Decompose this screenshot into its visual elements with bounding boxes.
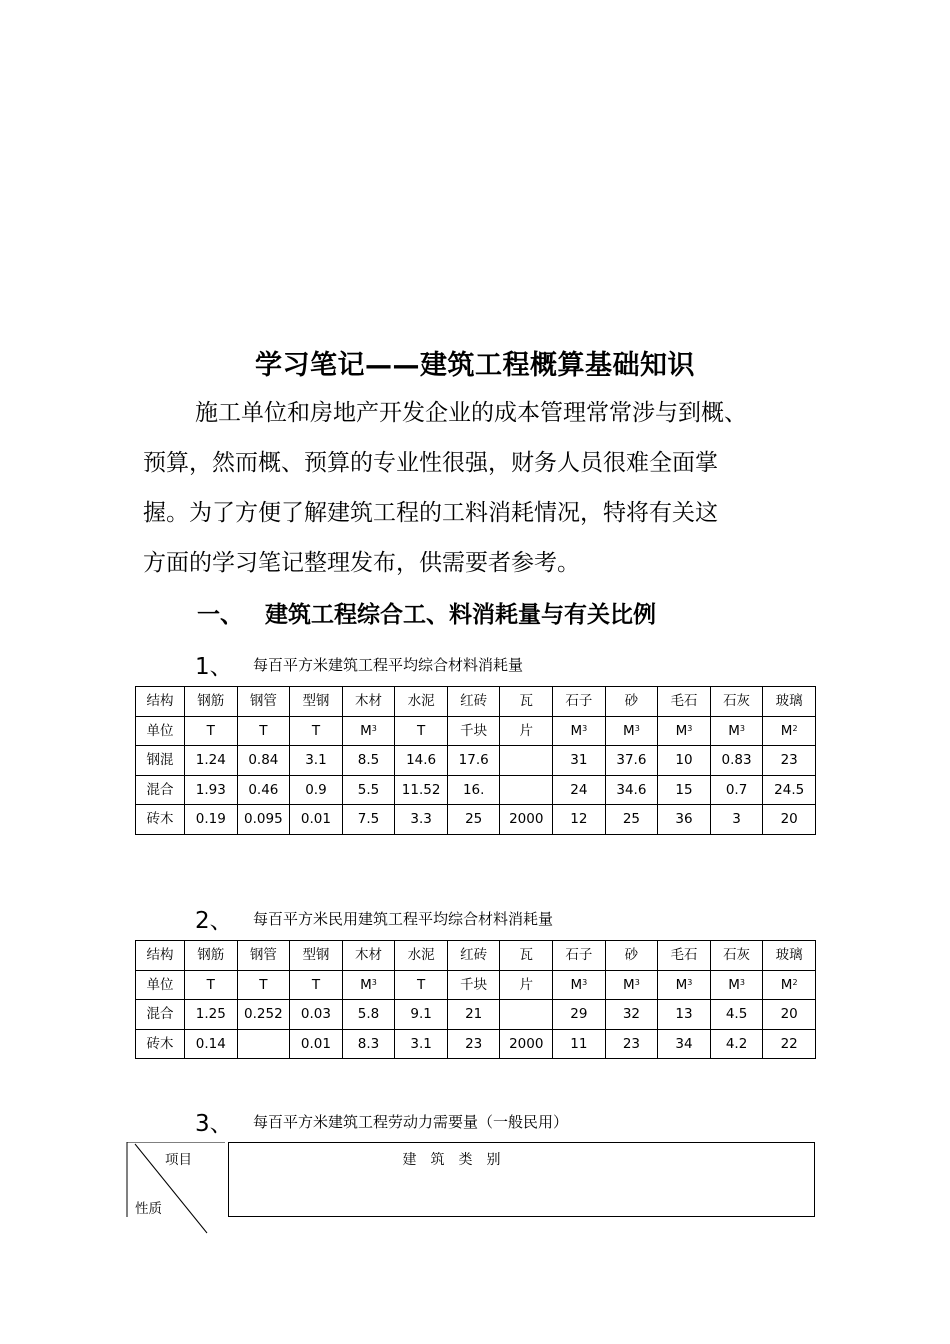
table-cell: 毛石 (658, 941, 711, 971)
table-cell: $M^2$ (763, 716, 816, 746)
table-cell: 17.6 (447, 746, 500, 776)
table-cell: $M^3$ (342, 970, 395, 1000)
table-cell: T (395, 970, 448, 1000)
intro-line: 握。为了方便了解建筑工程的工料消耗情况，特将有关这 (143, 500, 718, 526)
table-cell: 16. (447, 775, 500, 805)
table-cell: 8.5 (342, 746, 395, 776)
table-cell: 红砖 (447, 941, 500, 971)
table-cell: 3 (710, 805, 763, 835)
table-cell: $M^2$ (763, 970, 816, 1000)
material-table-2 (135, 940, 816, 1059)
table-cell: 15 (658, 775, 711, 805)
table-cell: 砂 (605, 941, 658, 971)
table-cell: 千块 (447, 716, 500, 746)
table-cell: T (237, 970, 290, 1000)
table-row (136, 746, 816, 776)
table-cell: 22 (763, 1029, 816, 1059)
table-cell: 11.52 (395, 775, 448, 805)
subheading-title: 每百平方米建筑工程劳动力需要量（一般民用） (253, 1113, 569, 1131)
table-cell: 24 (553, 775, 606, 805)
header-row (136, 941, 816, 971)
table-cell: 石子 (553, 941, 606, 971)
table-cell: 0.46 (237, 775, 290, 805)
table-cell: 34 (658, 1029, 711, 1059)
table-cell: 0.01 (290, 805, 343, 835)
table-cell: 砖木 (136, 805, 185, 835)
table-row (136, 775, 816, 805)
table-cell: 25 (605, 805, 658, 835)
table-cell: 11 (553, 1029, 606, 1059)
subheading-3 (195, 1105, 569, 1138)
table-cell: 单位 (136, 716, 185, 746)
table-cell: 木材 (342, 941, 395, 971)
table-cell: 钢管 (237, 941, 290, 971)
table-cell: 23 (605, 1029, 658, 1059)
table-cell: 钢筋 (185, 941, 238, 971)
table-cell: 毛石 (658, 687, 711, 717)
subheading-title: 每百平方米民用建筑工程平均综合材料消耗量 (253, 910, 554, 928)
table-cell: 0.095 (237, 805, 290, 835)
table-cell: 37.6 (605, 746, 658, 776)
table-cell: 21 (447, 1000, 500, 1030)
table-cell: 石灰 (710, 687, 763, 717)
table-cell: 瓦 (500, 941, 553, 971)
table-cell: 4.5 (710, 1000, 763, 1030)
table-cell: 1.24 (185, 746, 238, 776)
table-cell: 型钢 (290, 941, 343, 971)
table-cell: 混合 (136, 1000, 185, 1030)
table-cell: 2000 (500, 805, 553, 835)
table-cell: 3.1 (395, 1029, 448, 1059)
table-cell: T (290, 970, 343, 1000)
table-cell: 5.8 (342, 1000, 395, 1030)
table-cell: $M^3$ (658, 716, 711, 746)
table-cell: 34.6 (605, 775, 658, 805)
intro-line: 方面的学习笔记整理发布，供需要者参考。 (143, 550, 580, 576)
table-cell: 石灰 (710, 941, 763, 971)
intro-line: 施工单位和房地产开发企业的成本管理常常涉与到概、 (195, 400, 747, 426)
table-cell: 23 (447, 1029, 500, 1059)
table-cell: 7.5 (342, 805, 395, 835)
table-cell (500, 1000, 553, 1030)
table-cell: 13 (658, 1000, 711, 1030)
table-cell: 0.14 (185, 1029, 238, 1059)
table-cell: $M^3$ (710, 716, 763, 746)
unit-row (136, 716, 816, 746)
table-cell: 20 (763, 1000, 816, 1030)
corner-label-nature: 性质 (135, 1201, 162, 1217)
table-cell: 型钢 (290, 687, 343, 717)
table-cell: 红砖 (447, 687, 500, 717)
table-cell: $M^3$ (553, 970, 606, 1000)
table-cell: 2000 (500, 1029, 553, 1059)
table-cell: 8.3 (342, 1029, 395, 1059)
table-cell: 24.5 (763, 775, 816, 805)
table-cell: 0.84 (237, 746, 290, 776)
table-cell: 钢管 (237, 687, 290, 717)
labor-table (125, 1142, 815, 1217)
table-cell: 玻璃 (763, 941, 816, 971)
table-cell (237, 1029, 290, 1059)
table-cell (500, 775, 553, 805)
table-cell: 千块 (447, 970, 500, 1000)
table-cell: 混合 (136, 775, 185, 805)
table-cell: 0.01 (290, 1029, 343, 1059)
subheading-1 (195, 648, 524, 681)
table-cell: 0.9 (290, 775, 343, 805)
table-cell: 木材 (342, 687, 395, 717)
table-cell: 结构 (136, 941, 185, 971)
section-heading (197, 596, 656, 629)
table-cell: $M^3$ (710, 970, 763, 1000)
table-cell: 石子 (553, 687, 606, 717)
table-cell: 砂 (605, 687, 658, 717)
table-cell: 12 (553, 805, 606, 835)
table-cell: $M^3$ (605, 716, 658, 746)
table-cell: T (395, 716, 448, 746)
table-cell: 32 (605, 1000, 658, 1030)
table-cell: 砖木 (136, 1029, 185, 1059)
table-cell: 10 (658, 746, 711, 776)
table-cell: 片 (500, 970, 553, 1000)
table-cell: 14.6 (395, 746, 448, 776)
table-cell: 29 (553, 1000, 606, 1030)
table-cell: 20 (763, 805, 816, 835)
table-cell: 单位 (136, 970, 185, 1000)
intro-line: 预算，然而概、预算的专业性很强，财务人员很难全面掌 (143, 450, 718, 476)
table-cell: T (290, 716, 343, 746)
table-cell: T (185, 970, 238, 1000)
table-cell: 0.03 (290, 1000, 343, 1030)
table-cell: 水泥 (395, 941, 448, 971)
table-cell: $M^3$ (658, 970, 711, 1000)
table-cell: $M^3$ (553, 716, 606, 746)
unit-row (136, 970, 816, 1000)
table-cell: 9.1 (395, 1000, 448, 1030)
subheading-number: 2、 (195, 908, 233, 934)
table-cell: 钢混 (136, 746, 185, 776)
table-cell: 5.5 (342, 775, 395, 805)
table-cell: T (237, 716, 290, 746)
table-cell: 31 (553, 746, 606, 776)
table-cell: 结构 (136, 687, 185, 717)
table-cell: 1.93 (185, 775, 238, 805)
table-cell: 36 (658, 805, 711, 835)
table-cell: 25 (447, 805, 500, 835)
subheading-number: 3、 (195, 1111, 233, 1137)
table-cell: 1.25 (185, 1000, 238, 1030)
table-row (136, 1029, 816, 1059)
table-cell: 瓦 (500, 687, 553, 717)
table-cell: 3.1 (290, 746, 343, 776)
subheading-2 (195, 902, 554, 935)
section-number: 一、 (197, 602, 243, 628)
header-row (136, 687, 816, 717)
table-cell: 钢筋 (185, 687, 238, 717)
section-title: 建筑工程综合工、料消耗量与有关比例 (265, 602, 656, 628)
table-cell: $M^3$ (605, 970, 658, 1000)
building-type-header-cell (228, 1142, 815, 1217)
table-cell: 0.19 (185, 805, 238, 835)
table-cell: 23 (763, 746, 816, 776)
subheading-number: 1、 (195, 654, 233, 680)
table-cell: 片 (500, 716, 553, 746)
subheading-title: 每百平方米建筑工程平均综合材料消耗量 (253, 656, 524, 674)
table-cell: 0.7 (710, 775, 763, 805)
intro-paragraph (143, 388, 823, 588)
table-cell: T (185, 716, 238, 746)
table-cell: 3.3 (395, 805, 448, 835)
table-cell: 0.83 (710, 746, 763, 776)
table-cell (500, 746, 553, 776)
table-cell: 玻璃 (763, 687, 816, 717)
material-table-1 (135, 686, 816, 835)
table-cell: 4.2 (710, 1029, 763, 1059)
table-row (136, 805, 816, 835)
building-type-header: 建 筑 类 别 (402, 1152, 501, 1168)
table-row (136, 1000, 816, 1030)
table-cell: 0.252 (237, 1000, 290, 1030)
corner-label-item: 项目 (165, 1152, 192, 1168)
table-cell: $M^3$ (342, 716, 395, 746)
page-title: 学习笔记——建筑工程概算基础知识 (255, 350, 695, 381)
table-cell: 水泥 (395, 687, 448, 717)
